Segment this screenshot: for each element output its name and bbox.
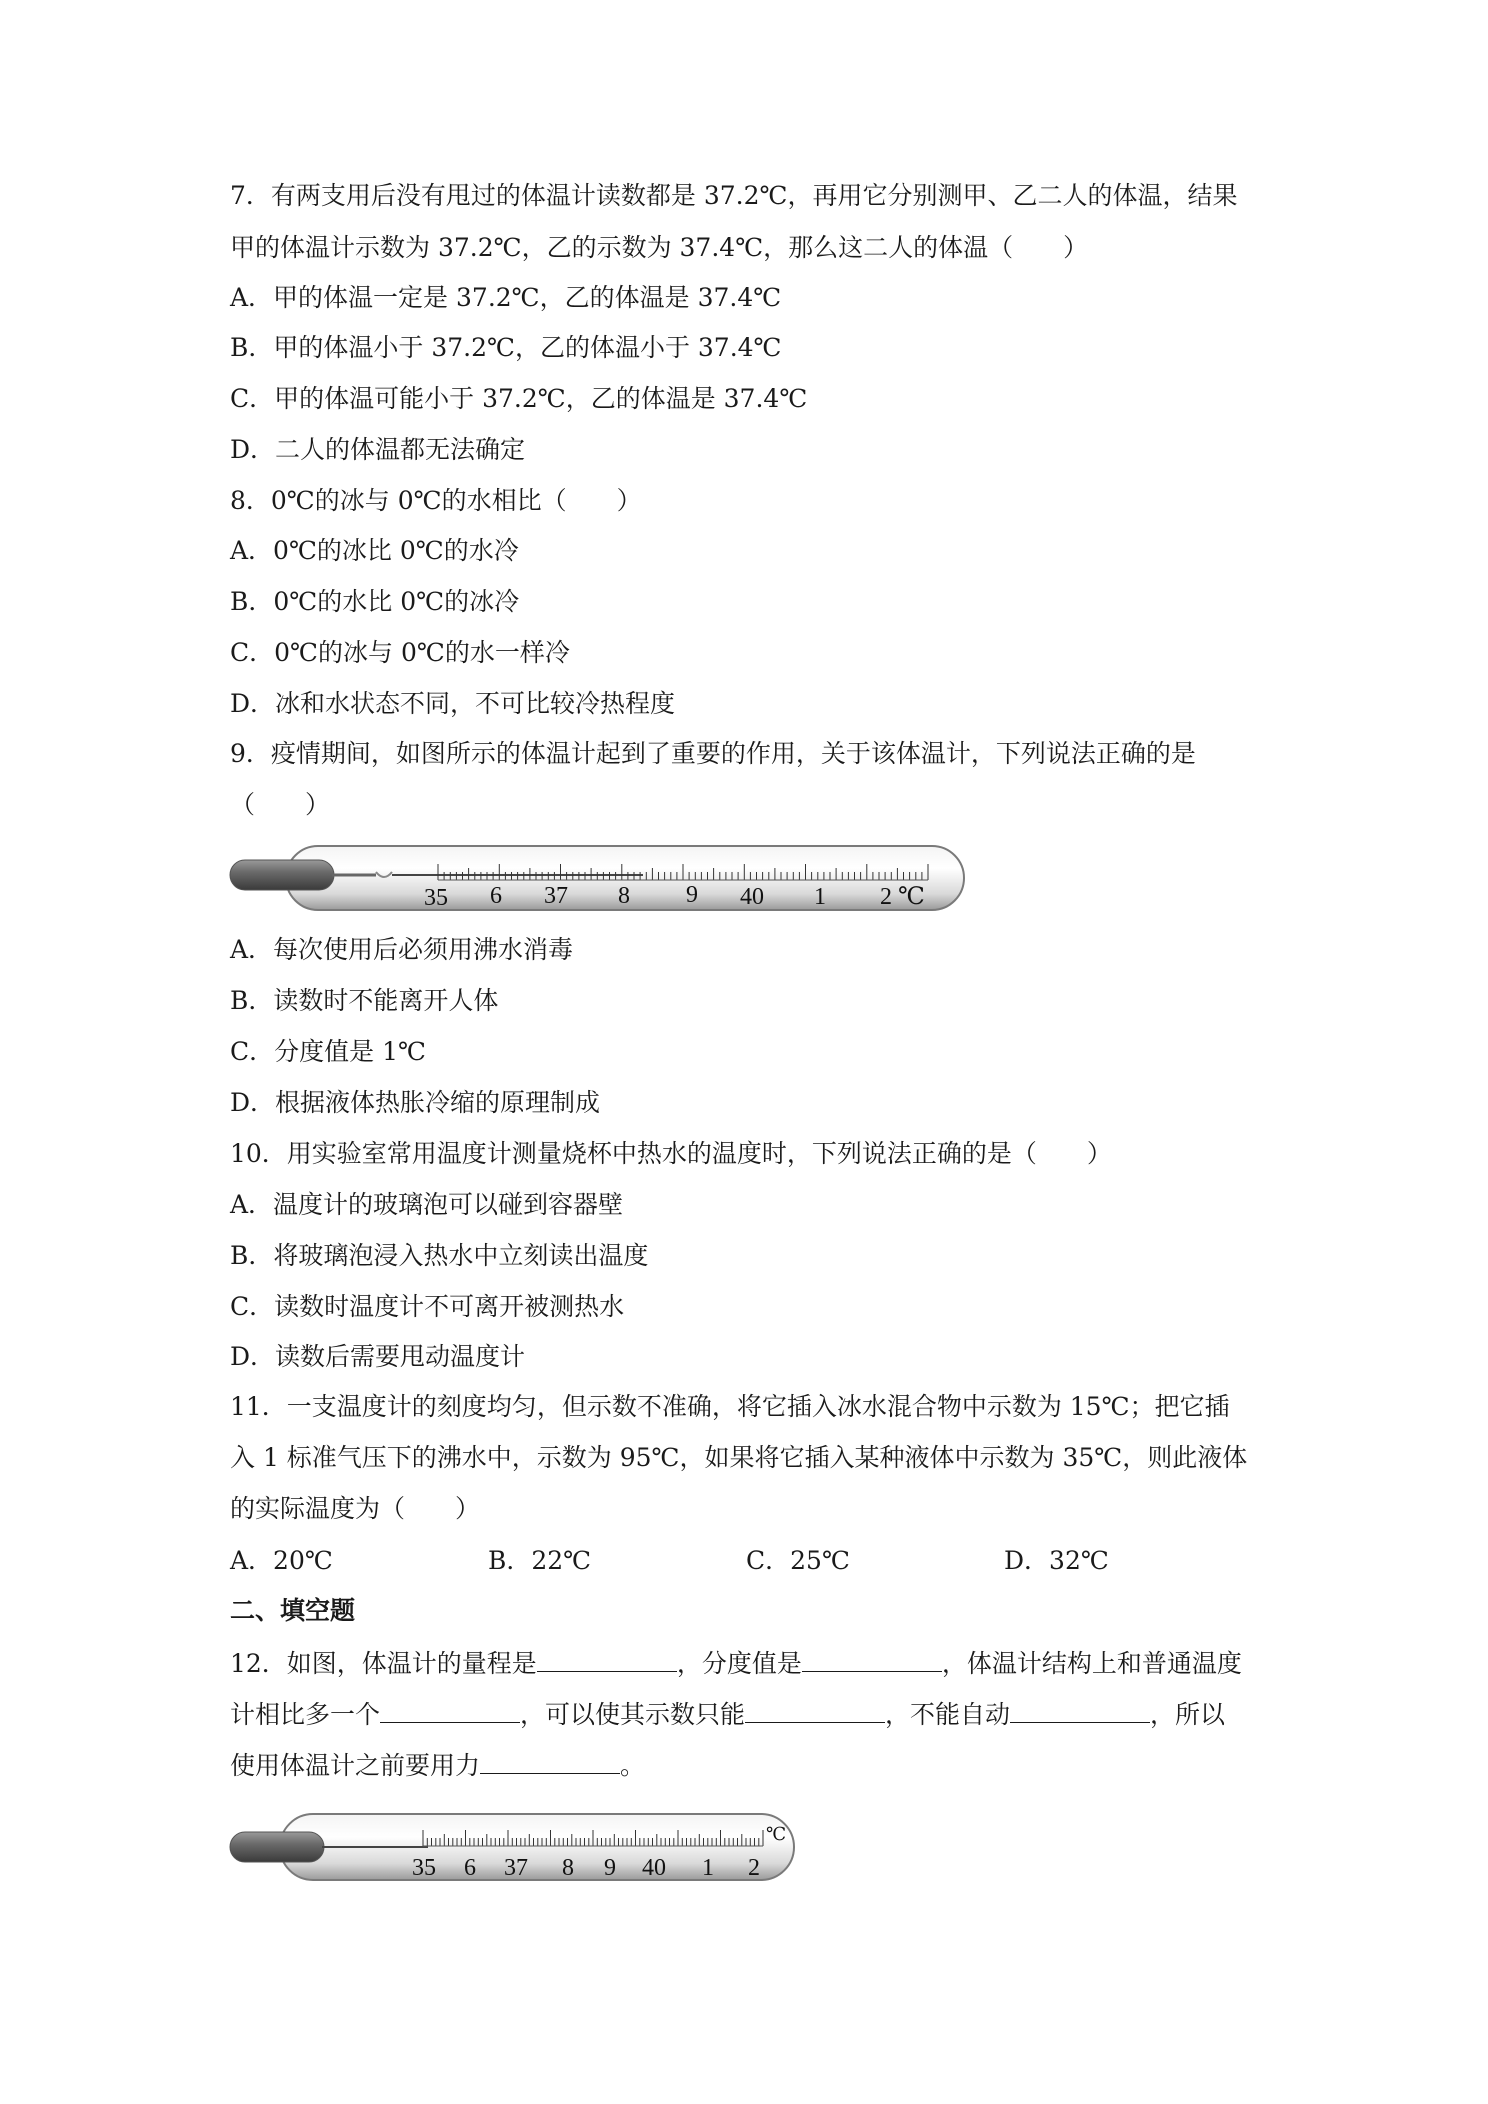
q7-stem-line2: 甲的体温计示数为 37.2℃，乙的示数为 37.4℃，那么这二人的体温（ ）	[230, 233, 1089, 262]
q12-blank-structure[interactable]	[380, 1696, 520, 1723]
q12-text: 计相比多一个	[230, 1700, 381, 1729]
q7-stem-line1: 7．有两支用后没有甩过的体温计读数都是 37.2℃，再用它分别测甲、乙二人的体温，结果	[230, 181, 1238, 210]
q12-scale-label: 6	[464, 1855, 476, 1881]
q9-scale-label: 6	[490, 883, 502, 909]
q9-option-d: D．根据液体热胀冷缩的原理制成	[230, 1088, 601, 1117]
q10-option-a: A．温度计的玻璃泡可以碰到容器壁	[230, 1190, 624, 1219]
q7-option-a: A．甲的体温一定是 37.2℃，乙的体温是 37.4℃	[230, 283, 782, 312]
q12-scale-label: 1	[702, 1855, 714, 1881]
q10-option-c: C．读数时温度计不可离开被测热水	[230, 1292, 625, 1321]
q12-line3	[230, 1747, 645, 1784]
q12-scale-label: 40	[642, 1855, 666, 1881]
q8-option-d: D．冰和水状态不同，不可比较冷热程度	[230, 689, 676, 718]
q12-text: 。	[620, 1751, 646, 1780]
q12-scale-label: 9	[604, 1855, 616, 1881]
q9-scale-label: 37	[544, 883, 568, 909]
q12-line2	[230, 1696, 1225, 1733]
q12-blank-shake[interactable]	[480, 1747, 620, 1774]
q9-option-c: C．分度值是 1℃	[230, 1037, 426, 1066]
q7-option-b: B．甲的体温小于 37.2℃，乙的体温小于 37.4℃	[230, 333, 782, 362]
q9-unit-label: ℃	[898, 884, 925, 910]
q11-option-a: A．20℃	[230, 1546, 333, 1575]
q9-scale-label: 8	[618, 883, 630, 909]
q12-text: ，分度值是	[676, 1649, 802, 1678]
q12-scale-label: 35	[412, 1855, 436, 1881]
q11-stem-line3: 的实际温度为（ ）	[230, 1494, 481, 1523]
q11-option-b: B．22℃	[488, 1546, 592, 1575]
q8-option-a: A．0℃的冰比 0℃的水冷	[230, 536, 519, 565]
q9-scale-label: 40	[740, 884, 764, 910]
q12-blank-auto[interactable]	[1010, 1696, 1150, 1723]
q9-thermometer-figure	[228, 840, 968, 920]
q9-stem-line2: （ ）	[230, 790, 331, 819]
q12-text: ，可以使其示数只能	[520, 1700, 746, 1729]
q12-thermometer-figure	[228, 1810, 798, 1890]
q10-option-b: B．将玻璃泡浸入热水中立刻读出温度	[230, 1241, 649, 1270]
q9-scale-label: 1	[814, 884, 826, 910]
q12-text: ，体温计结构上和普通温度	[941, 1649, 1242, 1678]
q11-stem-line1: 11．一支温度计的刻度均匀，但示数不准确，将它插入冰水混合物中示数为 15℃；把它插	[230, 1392, 1230, 1421]
q9-scale-label: 35	[424, 885, 448, 911]
q12-text: 12．如图，体温计的量程是	[230, 1649, 537, 1678]
q12-text: ，所以	[1150, 1700, 1226, 1729]
q11-option-c: C．25℃	[746, 1546, 850, 1575]
q12-unit-label: ℃	[766, 1824, 787, 1844]
q12-blank-range[interactable]	[537, 1645, 677, 1672]
q10-option-d: D．读数后需要甩动温度计	[230, 1342, 526, 1371]
q7-option-d: D．二人的体温都无法确定	[230, 435, 526, 464]
q12-scale-label: 2	[748, 1855, 760, 1881]
q9-option-a: A．每次使用后必须用沸水消毒	[230, 935, 574, 964]
q12-text: ，不能自动	[885, 1700, 1011, 1729]
q9-stem-line1: 9．疫情期间，如图所示的体温计起到了重要的作用，关于该体温计，下列说法正确的是	[230, 739, 1196, 768]
q12-blank-reading[interactable]	[745, 1696, 885, 1723]
q12-scale-label: 37	[504, 1855, 528, 1881]
q9-scale-label: 2	[880, 884, 892, 910]
q9-option-b: B．读数时不能离开人体	[230, 986, 499, 1015]
q12-scale-label: 8	[562, 1855, 574, 1881]
q12-line1	[230, 1645, 1242, 1682]
q8-option-c: C．0℃的冰与 0℃的水一样冷	[230, 638, 570, 667]
q8-stem: 8．0℃的冰与 0℃的水相比（ ）	[230, 486, 642, 515]
q12-text: 使用体温计之前要用力	[230, 1751, 481, 1780]
section-title-fill-in: 二、填空题	[230, 1596, 356, 1625]
q8-option-b: B．0℃的水比 0℃的冰冷	[230, 587, 520, 616]
q11-option-d: D．32℃	[1004, 1546, 1109, 1575]
q10-stem: 10．用实验室常用温度计测量烧杯中热水的温度时，下列说法正确的是（ ）	[230, 1139, 1112, 1168]
q9-scale-label: 9	[686, 882, 698, 908]
q11-stem-line2: 入 1 标准气压下的沸水中，示数为 95℃，如果将它插入某种液体中示数为 35℃，则此液体	[230, 1443, 1248, 1472]
q7-option-c: C．甲的体温可能小于 37.2℃，乙的体温是 37.4℃	[230, 384, 808, 413]
q12-blank-division[interactable]	[802, 1645, 942, 1672]
